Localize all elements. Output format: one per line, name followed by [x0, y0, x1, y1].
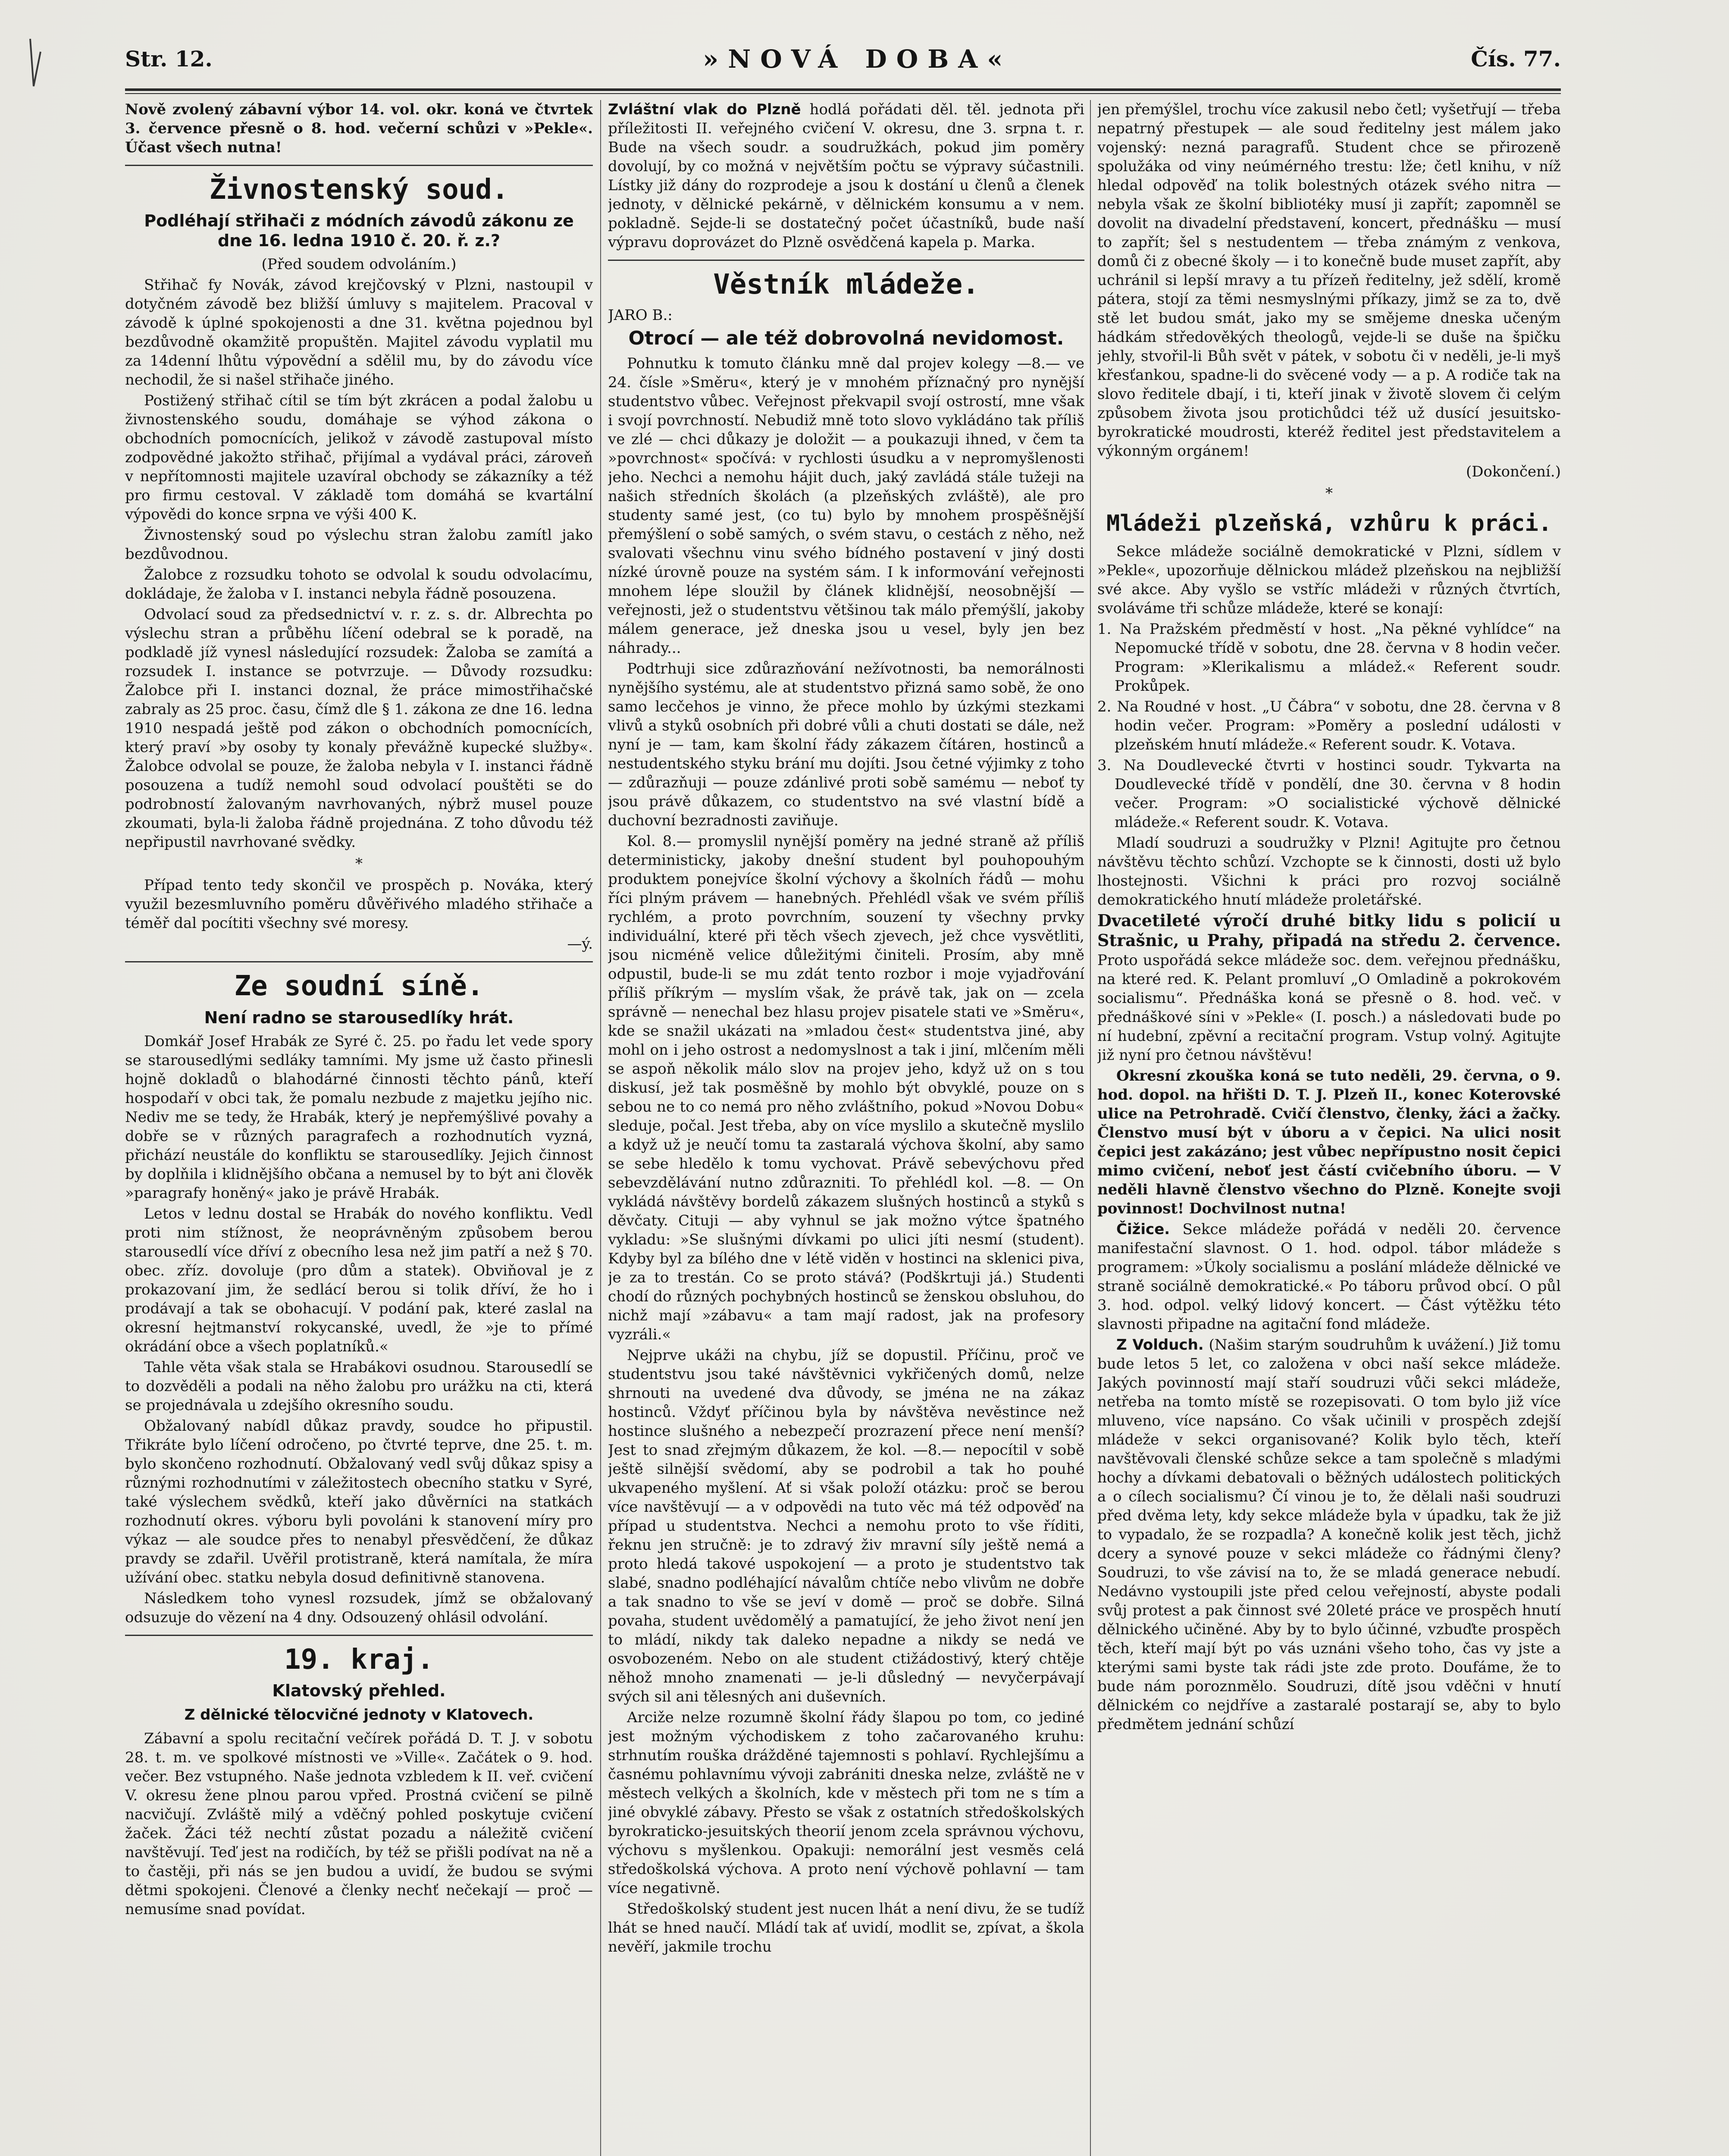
- section-rule: [608, 260, 1084, 261]
- list-item: 2. Na Roudné v host. „U Čábra“ v sobotu, dne 28. června v 8 hodin večer. Program: »Poměry a poslední události v plzeňském hnutí mládeže.« Referent soudr. K. Votava.: [1097, 698, 1561, 754]
- section-rule: [125, 165, 593, 166]
- column-1: [125, 100, 593, 2156]
- paragraph: Domkář Josef Hrabák ze Syré č. 25. po řadu let vede spory se starousedlými sedláky tamními. My jsme už často přinesli hojně dokladů o blahodárné činnosti těchto pánů, kteří hospodaří v obci tak, že pomalu nezbude z majetku jejího nic. Nediv me se tedy, že Hrabák, který je nepřemýšlivé povahy a dobře se v různých paragrafech a rozhodnutích vyzná, přichází neustále do konfliktu se starousedlíky. Jejich činnost by doplňila i klidnějšího občana a nemusel by to být ani člověk »paragrafy honěný« jako je právě Hrabák.: [125, 1032, 593, 1202]
- article-title: Otrocí — ale též dobrovolná nevidomost.: [628, 327, 1064, 350]
- note: (Před soudem odvoláním.): [261, 256, 457, 273]
- paragraph: Podtrhuji sice zdůrazňování nežívotnosti, ba nemorálnosti nynějšího systému, ale at studentstvo přizná samo sobě, že ono samo lecčehos je vinno, že přece mohlo by úzkými stezkami vlivů a styků osobních při dobré vůli a chuti dostati se dále, než nyní je — tam, kam školní řády zákazem čítáren, hostinců a nestudentského styku brání mu dojíti. Jsou četné výjimky z toho — zdůrazňuji — pouze zdánlivé proti sobě samému — neboť ty jsou právě důkazem, co studentstvo na své vlastní bídě a duchovní bezradnosti zaviňuje.: [608, 660, 1084, 830]
- header-rule-thin: [125, 93, 1561, 94]
- continuation-note: (Dokončení.): [1466, 463, 1561, 480]
- page-header: [125, 41, 1561, 86]
- column-3: [1097, 100, 1561, 2156]
- section-subtitle: Podléhají střihači z módních závodů zákonu ze dne 16. ledna 1910 č. 20. ř. z.?: [144, 211, 574, 251]
- paragraph: Postižený střihač cítil se tím být zkrácen a podal žalobu u živnostenského soudu, domáhaje se výhod zákona o obchodních pomocnících, jelikož v závodě zastupoval místo zodpovědné jakožto střihač, přijímal a vydával práci, zároveň v nepřítomnosti majitele uzavíral obchody se zákazníky a též pro firmu cestoval. V základě tom domáhá se kvartální výpovědi do konce srpna ve výši 400 K.: [125, 392, 593, 523]
- column-divider: [1090, 100, 1091, 2156]
- page-number: Str. 12.: [125, 46, 213, 72]
- paragraph: Letos v lednu dostal se Hrabák do nového konfliktu. Vedl proti nim stížnost, že neoprávněným způsobem berou starousedlí více dříví z obecního lesa než jim patří a než § 70. obec. zříz. dovoluje (pro dům a statek). Obviňoval je z prokazovaní jim, že sedlácí berou si tolik dříví, že ho i prodávají a tak se obohacují. V podání pak, které zaslal na okresní hejtmanství rokycanské, uvedl, že »je to přímé okrádání obce a všech poplatníků.«: [125, 1205, 593, 1355]
- paragraph: jen přemýšlel, trochu více zakusil nebo četl; vyšetřují — třeba nepatrný přestupek — ale soud ředitelny jest málem jako vojenský: nezná paragrafů. Student chce se přirozeně spolužáka od viny neúmérného trestu: lže; četl knihu, v níž hledal odpověď na tolik bolestných otázek svého nitra — nebyla však ze školní bibliotéky musí ji zapřít; zapomněl se dovolit na divadelní představení, koncert, přednášku — musí to zapřít; šel s nestudentem — třeba známým z venkova, domů či z obecné školy — i to konečně bude muset zapřít, aby uchránil si lepší mravy a tu přízeň ředitelny, jež sdělí, kromě pátera, stojí za těmi nesmyslnými příkazy, jimž se za to, dvě stě let budou smát, jako my se smějeme dneska učeným hádkám středověkých theologů, vejde-li se duše na špičku jehly, stvořil-li Bůh svět v pátek, v sobotu či v neděli, je-li myš křesťankou, spadne-li do svěcené vody — a p. A rodiče tak na slovo ředitele dbají, i ti, kteří jinak v životě slovem či celým způsobem života jsou protichůdci též už dusící jesuitsko-byrokratické moudrosti, kteréž ředitel jest představitelem a výkonným orgánem!: [1097, 101, 1561, 460]
- section-rule: [125, 961, 593, 962]
- item-heading: Zvláštní vlak do Plzně: [608, 101, 801, 118]
- star-separator-icon: *: [1325, 485, 1333, 502]
- header-rule: [125, 88, 1561, 91]
- region-title: 19. kraj.: [284, 1643, 434, 1676]
- paragraph: Sekce mládeže pořádá v neděli 20. července manifestační slavnost. O 1. hod. odpol. tábor mládeže s programem: »Úkoly socialismu a poslání mládeže dělnické ve straně sociálně demokratické.« Po táboru průvod obcí. O půl 3. hod. odpol. velký lidový koncert. — Část výtěžku této slavnosti připadne na agitační fond mládeže.: [1097, 1221, 1561, 1333]
- issue-number: Čís. 77.: [1471, 46, 1561, 72]
- paragraph: Žalobce z rozsudku tohoto se odvolal k soudu odvolacímu, dokládaje, že žaloba v I. instanci nebyla řádně posouzena.: [125, 566, 593, 603]
- masthead-title: »NOVÁ DOBA«: [703, 44, 1012, 74]
- paragraph: Kol. 8.— promyslil nynější poměry na jedné straně až příliš deterministicky, jakoby dnešní student byl pouhopouhým produktem ponejvíce školní výchovy a školních řádů — mohu říci plným právem — hanebných. Přehlédl však ve svém příliš rychlém, a proto povrchním, souzení ty všechny prvky individuální, které při těch všech zjevech, jež chce vysvětliti, jsou nicméně velice důležitými činiteli. Prosím, aby mně odpustil, bude-li se mu zdát tento rozbor i moje vyjadřování příliš příkrým — myslím však, že právě tak, jak on — zcela správně — nenechal bez hlasu projev pisatele stati ve »Směru«, kde se snažil ukázati na »mladou čest« studentstva jiné, aby mohl on i jeho ostrost a nedomyslnost a tak i jiní, mlčením měli se aspoň několik málo slov na projev jeho, když už on s tou diskusí, jež tak posměšně by mohlo být obvyklé, pouze on s sebou ne to co nemá pro něho zvláštního, pokud »Novou Dobu« sleduje, počal. Jest třeba, aby on více myslilo a skutečně myslilo a když už je neučí tomu ta zastaralá výchova školní, aby samo se sebe hledělo k tomu vychovat. Právě sebevýchovu před sebevzdělávání nutno zdůrazniti. To přehlédl kol. —8. — On vykládá návštěvy bordelů zákazem slušných hostinců a styků s děvčaty. Cituji — aby vyhnul se jak možno výtce špatného vykladu: »Se slušnými dívkami po ulici jíti nesmí (student). Kdyby byl za bílého dne v létě viděn v hostinci na sklenici piva, je za to trestán. Co se proto stává? (Podškrtuji já.) Studenti chodí do různých pochybných hostinců se ženskou obsluhou, do nichž mají »zábavu« a tam mají radost, jak na profesory vyzráli.«: [608, 833, 1084, 1344]
- paragraph: Následkem toho vynesl rozsudek, jímž se obžalovaný odsuzuje do vězení na 4 dny. Odsouzený ohlásil odvolání.: [125, 1589, 593, 1626]
- paragraph: Nejprve ukáži na chybu, jíž se dopustil. Příčinu, proč ve studentstvu jsou také návštěvnici vykřičených domů, nelze shrnouti na uvedené dva důvody, se jména ne na zákaz hostinců. Vždyť příčinou byla by návštěva nevěstince než hostince slušného a nebezpečí prozrazení přece není menší? Jest to snad zřejmým důkazem, že kol. —8.— nepocítil v sobě ještě silnější svědomí, aby se podrobil a tak ho pouhé ukvapeného myšlení. Ať si však položí otázku: proč se berou více navštěvují — a v odpovědi na tuto věc má též odpověď na případ u studentstva. Nechci a nemohu proto to vše říditi, řeknu jen stručně: je to zdravý živ mravní síly ještě nemá a proto hledá takové uspokojení — a proto je studentstvo tak slabé, snadno podléhající návalům chtíče nebo vlivům ne dobře a tak snadno to vše se jeví v domě — proč se dobře. Silná povaha, student uvědomělý a pamatující, že jeho život není jen to mládí, nikdy tak daleko nepadne a nikdy se nedá ve osvobozeném. Nebo on ale student ctižádostivý, který chtěje něhož mnoho znamenati — je-li důsledný — nevyčerpávají svých sil ani tělesných ani duševních.: [608, 1347, 1084, 1706]
- paragraph: Tahle věta však stala se Hrabákovi osudnou. Starousedlí se to dozvěděli a podali na něho žalobu pro urážku na cti, která se projednávala u zdejšího okresního soudu.: [125, 1358, 593, 1414]
- item-heading: Čižice.: [1116, 1221, 1170, 1238]
- column-2: [608, 100, 1084, 2156]
- item-heading: Z Volduch.: [1116, 1336, 1204, 1354]
- paragraph: Okresní zkouška koná se tuto neděli, 29. června, o 9. hod. dopol. na hřišti D. T. J. Plzeň II., konec Koterovské ulice na Petrohradě. Cvičí členstvo, členky, žáci a žačky. Členstvo musí být v úboru a v čepici. Na ulici nosit čepici jest zakázáno; jest vůbec nepřípustno nosit čepici mimo cvičení, neboť jest částí cvičebního úboru. — V neděli hlavně členstvo všechno do Plzně. Konejte svoji povinnost! Dochvilnost nutna!: [1097, 1067, 1561, 1218]
- paragraph: Pohnutku k tomuto článku mně dal projev kolegy —8.— ve 24. čísle »Směru«, který je v mnohém příznačný pro nynější studentstvo vůbec. Veřejnost překvapil svojí ostrostí, mne však i svojí povrchností. Nebudiž mně toto slovo vykládáno tak příliš ve zlé — chci důkazy je doložit — a poukazuji ihned, v čem ta »povrchnost« spočívá: v rychlosti úsudku a v nepromyšlenosti jeho. Nechci a nemohu hájit duch, jaký zavládá stále tužeji na našich středních školách (a plzeňských zvláště), ale pro studenty samé jest, (co tu) bylo by mnohem prospěšnější přemýšlení o sobě samých, o svém stavu, o cestách z něho, než svalovati všechnu vinu svého bídného postavení v jiný dosti nízké úrovně pouze na systém sám. I k informování veřejnosti mnohem lépe sloužil by článek klidnější, neosobnější — veřejnosti, jež o studentstvu většinou tak málo přemýšlí, jakoby málem generace, jež dneska jsou u vesel, byly jen bez náhrady...: [608, 355, 1084, 657]
- list-item: 1. Na Pražském předměstí v host. „Na pěkné vyhlídce“ na Nepomucké třídě v sobotu, dne 28. června v 8 hodin večer. Program: »Klerikalismu a mládež.« Referent soudr. Prokůpek.: [1097, 620, 1561, 695]
- paragraph: Proto uspořádá sekce mládeže soc. dem. veřejnou přednášku, na které red. K. Pelant promluví „O Omladině a pokrokovém socialismu“. Přednáška koná se přesně o 8. hod. več. v přednáškové síni v »Pekle« (I. posch.) a následovati bude po ní hudební, zpěvní a recitační program. Vstup volný. Agitujte již nyní pro četnou návštěvu!: [1097, 952, 1561, 1064]
- section-rule: [125, 1635, 593, 1636]
- star-separator-icon: *: [355, 855, 363, 873]
- notice-text: Nově zvolený zábavní výbor 14. vol. okr. koná ve čtvrtek 3. července přesně o 8. hod. večerní schůzi v »Pekle«. Účast všech nutna!: [125, 101, 593, 156]
- section-subtitle: Není radno se starousedlíky hrát.: [204, 1008, 514, 1027]
- paragraph: Arciže nelze rozumně školní řády šlapou po tom, co jediné jest možným východiskem z toho začarovaného kruhu: strhnutím rouška drážděné tajemnosti s pohlaví. Rychlejšímu a časnému pohlavnímu vývoji zabrániti dneska nelze, zvláště ne v městech velkých a školních, kde v městech při tom ne s tím a jiné obvyklé zábavy. Přesto se však z ostatních středoškolských byrokraticko-jesuitských theorií jenom zcela správnou výchovu, výchovu s myšlenkou. Opakuji: nemorální jest vesměs celá středoškolská výchova. A proto není výchově pohlavní — tam více negativně.: [608, 1709, 1084, 1897]
- pencil-check-mark-icon: [26, 34, 43, 99]
- paragraph: Mladí soudruzi a soudružky v Plzni! Agitujte pro četnou návštěvu těchto schůzí. Vzchopte se k činnosti, dosti už bylo lhostejnosti. Všichni k práci pro rozvoj sociálně demokratického hnutí mládeže proletářské.: [1097, 834, 1561, 909]
- item-heading: Dvacetileté výročí druhé bitky lidu s policií u Strašnic, u Prahy, připadá na středu 2. července.: [1097, 911, 1561, 950]
- section-title: Mládeži plzeňská, vzhůru k práci.: [1106, 511, 1552, 536]
- paragraph: hodlá pořádati děl. těl. jednota při příležitosti II. veřejného cvičení V. okresu, dne 3. srpna t. r. Bude na všech soudr. a soudružkách, pokud jim poměry dovolují, by co možná v největším počtu se výpravy súčastnili. Lístky již dány do rozprodeje a jsou k dostání u členů a členek jednoty, v dělnické pekárně, v dělnickém konsumu a v nem. pokladně. Sejde-li se dostatečný počet účastníků, bude naší výpravu doprovázet do Plzně osvědčená kapela p. Marka.: [608, 101, 1084, 251]
- paragraph: Zábavní a spolu recitační večírek pořádá D. T. J. v sobotu 28. t. m. ve spolkové místnosti ve »Ville«. Začátek o 9. hod. večer. Bez vstupného. Naše jednota vzbledem k II. veř. cvičení V. okresu žene plnou parou vpřed. Prostná cvičení se pilně nacvičují. Zvláště milý a vděčný pohled poskytuje cvičení žaček. Žáci též nechtí zůstat pozadu a náležitě cvičení navštěvují. Teď jest na rodičích, by též se přišli podívat na ně a to častěji, při nás se jen budou a uvidí, že budou se svými dětmi spokojeni. Členové a členky nechť nečekají — proč — nemusíme snad povídat.: [125, 1730, 593, 1918]
- paragraph: Sekce mládeže sociálně demokratické v Plzni, sídlem v »Pekle«, upozorňuje dělnickou mládež plzeňskou na nejbližší své akce. Aby vyšlo se vstříc mládeži v různých čtvrtích, svoláváme tři schůze mládeže, které se konají:: [1097, 543, 1561, 617]
- paragraph: Živnostenský soud po výslechu stran žalobu zamítl jako bezdůvodnou.: [125, 526, 593, 563]
- meeting-list: [1097, 620, 1561, 832]
- section-title: Živnostenský soud.: [209, 174, 509, 206]
- author: JARO B.:: [608, 307, 673, 324]
- paragraph: Odvolací soud za předsednictví v. r. z. s. dr. Albrechta po výslechu stran a průběhu líčení odebral se k poradě, na podkladě jíž vynesl následující rozsudek: Žaloba se zamítá a rozsudek I. instance se potvrzuje. — Důvody rozsudku: Žalobce při I. instanci doznal, že práce mimostřihačské zabraly as 25 proc. času, čímž dle § 1. zákona ze dne 16. ledna 1910 nespadá ještě pod zákon o obchodních pomocnících, který praví »by osoby ty konaly převážně kupecké služby«. Žalobce odvolal se pouze, že žaloba nebyla v I. instanci řádně posouzena a tudíž nemohl soud odvolací pouštěti se do podrobností žalovaným navrhovaných, nýbrž musel pouze zkoumati, byla-li žaloba řádně projednána. Z toho důvodu též nepřipustil navrhované svědky.: [125, 606, 593, 851]
- section-title: Věstník mládeže.: [713, 269, 979, 301]
- signature: —ý.: [567, 935, 593, 953]
- paragraph: Střihač fy Novák, závod krejčovský v Plzni, nastoupil v dotyčném závodě bez bližší úmluvy s majitelem. Pracoval v závodě k úplné spokojenosti a dne 31. května pojednou byl bezdůvodně okamžitě propuštěn. Majitel závodu vyplatil mu za 14denní lhůtu výpovědní a sdělil mu, by do závodu více nechodil, že si našel střihače jiného.: [125, 276, 593, 389]
- paragraph: (Našim starým soudruhům k uvážení.) Již tomu bude letos 5 let, co založena v obci naší sekce mládeže. Jakých povinností mají staří soudruzi vůči sekci mládeže, netřeba na tomto místě se rozepisovati. O tom bylo již více mluveno, více napsáno. Co však učinili v prospěch zdejší mládeže v sekci organisované? Kolik bylo těch, kteří navštěvovali členské schůze sekce a tam společně s mladými hochy a dívkami debatovali o běžných událostech politických a o cílech socialismu? Čí vinou je to, že dělali naši soudruzi před dvěma lety, kdy sekce mládeže byla v úpadku, tak že již to vypadalo, že se rozpadla? A konečně kolik jest těch, jichž dcery a synové pouze v sekci mládeže co řádnými členy? Soudruzi, to vše závisí na to, že se mladá generace nebudí. Nedávno vystoupili jste před celou veřejností, abyste podali svůj protest a pak činnost své 20leté práce ve prospěch hnutí dělnického učiněné. Aby by to bylo účinné, vzbuďte prospěch těch, kteří mají být po vás uznáni všeho toho, čas vy jste a kterými sami byste tak rádi jste zde proto. Doufáme, že to bude nám poroznmělo. Soudruzi, dítě jsou vděčni v hnutí dělnickém co nejdříve a zastaralé postarají se, aby to bylo předmětem jednání schůzí: [1097, 1336, 1561, 1733]
- section-title: Ze soudní síně.: [234, 970, 484, 1003]
- region-subtitle: Klatovský přehled.: [272, 1681, 446, 1701]
- item-heading: Z dělnické tělocvičné jednoty v Klatovech.: [184, 1706, 534, 1724]
- paragraph: Obžalovaný nabídl důkaz pravdy, soudce ho připustil. Třikráte bylo líčení odročeno, po čtvrté teprve, dne 25. t. m. bylo skončeno rozhodnutí. Obžalovaný vedl svůj důkaz spisy a různými rozhodnutími v záležitostech obecního statku v Syré, také výslechem svědků, kteří jako důvěrníci na statkách rozhodnutí okres. výboru byli povoláni k stanovení míry pro výkaz — ale soudce přes to nenabyl přesvědčení, že důkaz pravdy se zdařil. Uvěřil protistraně, která namítala, že míra užívání obec. statku nebyla dosud definitivně stanovena.: [125, 1417, 593, 1586]
- column-divider: [600, 100, 601, 2156]
- paragraph: Případ tento tedy skončil ve prospěch p. Nováka, který využil bezesmluvního poměru důvěřivého mladého střihače a téměř dal pocítiti všechny své moresy.: [125, 877, 593, 932]
- paragraph: Středoškolský student jest nucen lhát a není divu, že se tudíž lhát se hned naučí. Mládí tak ať uvidí, modlit se, zpívat, a škola nevěří, jakmile trochu: [608, 1900, 1084, 1956]
- list-item: 3. Na Doudlevecké čtvrti v hostinci soudr. Tykvarta na Doudlevecké třídě v pondělí, dne 30. června v 8 hodin večer. Program: »O socialistické výchově dělnické mládeže.« Referent soudr. K. Votava.: [1097, 757, 1561, 831]
